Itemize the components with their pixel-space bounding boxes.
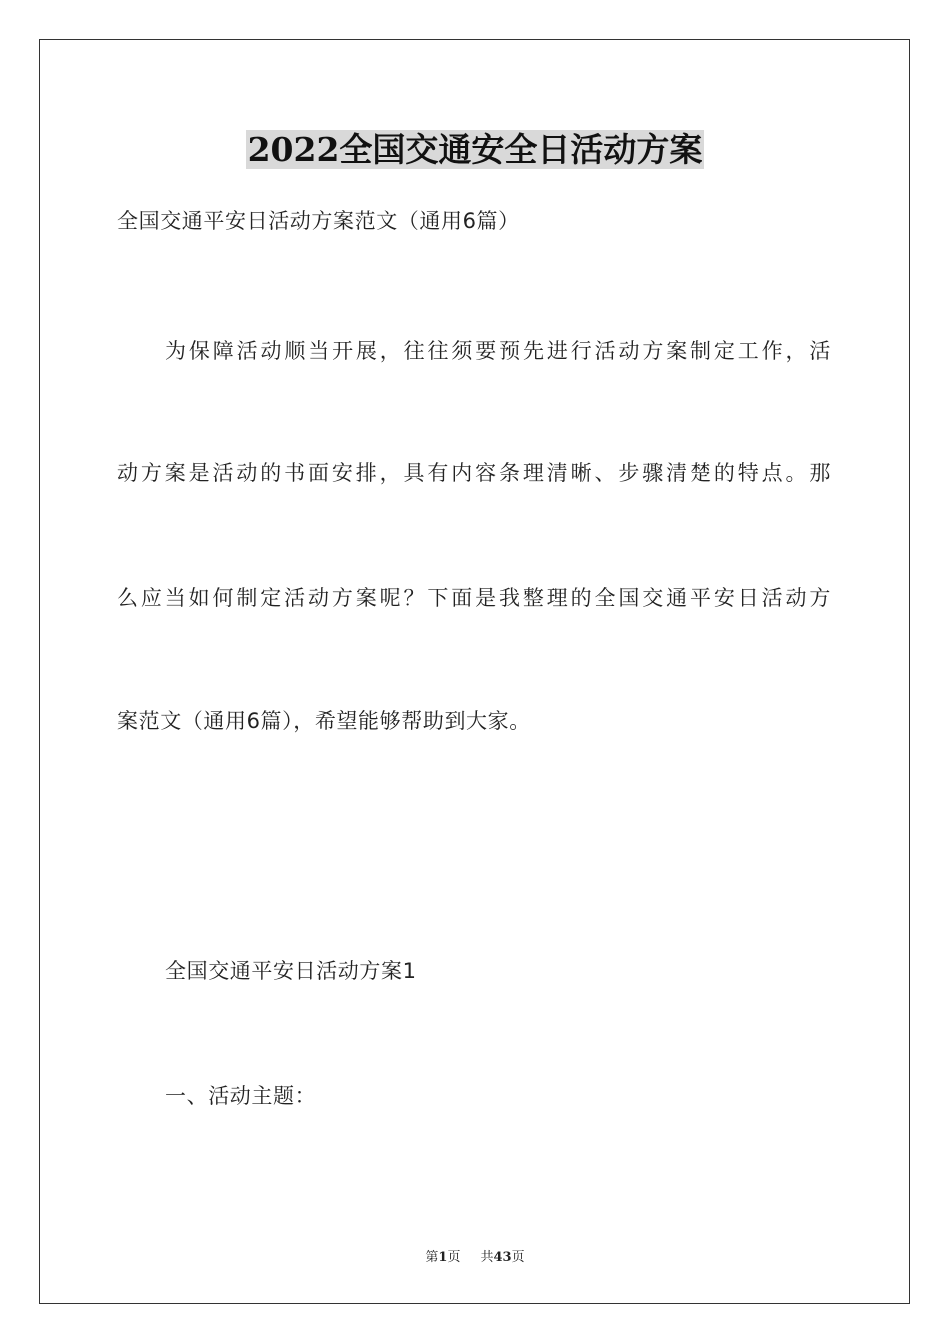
intro-line-4: 案范文（通用6篇），希望能够帮助到大家。 bbox=[117, 709, 531, 733]
document-title bbox=[0, 128, 950, 172]
footer-page-suffix: 页 bbox=[447, 1250, 461, 1265]
section-heading: 全国交通平安日活动方案1 bbox=[165, 959, 417, 983]
intro-line-1: 为保障活动顺当开展，往往须要预先进行活动方案制定工作，活 bbox=[165, 339, 831, 363]
footer-total-prefix: 共 bbox=[480, 1250, 494, 1265]
document-title-text: 2022全国交通安全日活动方案 bbox=[247, 130, 703, 169]
footer-page-number: 1 bbox=[438, 1250, 448, 1265]
footer-page-prefix: 第 bbox=[425, 1250, 439, 1265]
page-footer bbox=[0, 1246, 950, 1265]
intro-line-2: 动方案是活动的书面安排，具有内容条理清晰、步骤清楚的特点。那 bbox=[117, 461, 831, 485]
document-subtitle: 全国交通平安日活动方案范文（通用6篇） bbox=[117, 209, 520, 233]
footer-total-pages: 43 bbox=[493, 1250, 512, 1265]
footer-total-suffix: 页 bbox=[511, 1250, 525, 1265]
intro-line-3: 么应当如何制定活动方案呢？下面是我整理的全国交通平安日活动方 bbox=[117, 586, 831, 610]
item-heading: 一、活动主题： bbox=[165, 1084, 317, 1108]
